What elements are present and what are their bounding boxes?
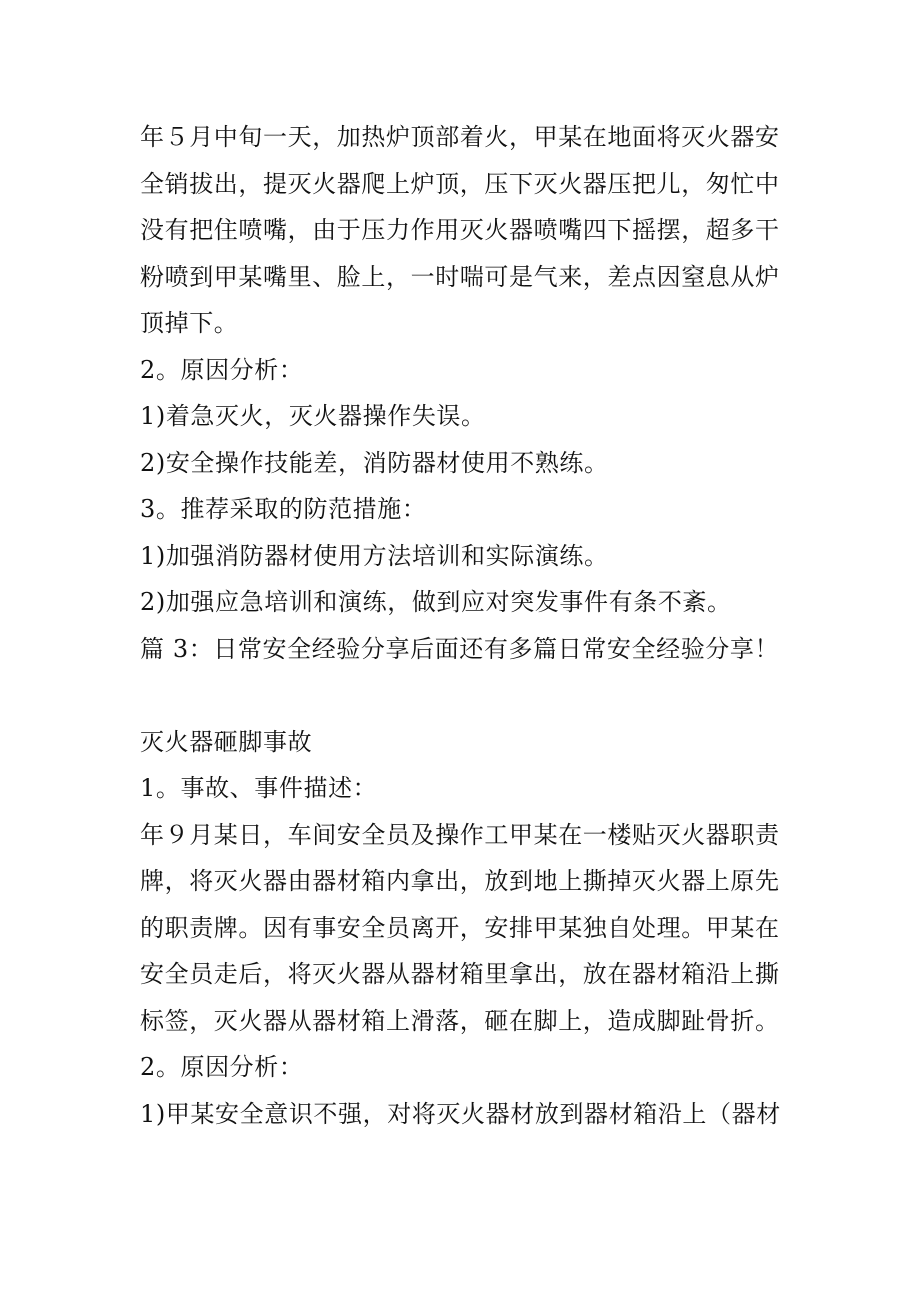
paragraph-line: 安全员走后，将灭火器从器材箱里拿出，放在器材箱沿上撕 (140, 960, 780, 988)
paragraph-line: 年５月中旬一天，加热炉顶部着火，甲某在地面将灭火器安 (140, 123, 780, 151)
article-divider-text: 篇 3：日常安全经验分享后面还有多篇日常安全经验分享！ (140, 634, 780, 663)
paragraph-line: 顶掉下。 (140, 309, 239, 337)
list-item: 1)着急灭火，灭火器操作失误。 (140, 402, 486, 430)
section-heading: 2。原因分析： (140, 1053, 304, 1081)
paragraph-line: 年９月某日，车间安全员及操作工甲某在一楼贴灭火器职责 (140, 820, 780, 849)
paragraph-line: 标签，灭火器从器材箱上滑落，砸在脚上，造成脚趾骨折。 (140, 1006, 780, 1035)
list-item: 1)加强消防器材使用方法培训和实际演练。 (140, 541, 609, 570)
list-item: 2)安全操作技能差，消防器材使用不熟练。 (140, 448, 609, 477)
document-body (140, 114, 805, 1137)
paragraph-line: 粉喷到甲某嘴里、脸上，一时喘可是气来，差点因窒息从炉 (140, 262, 780, 291)
paragraph-line: 的职责牌。因有事安全员离开，安排甲某独自处理。甲某在 (140, 913, 780, 942)
section-heading: 3。推荐采取的防范措施： (140, 495, 427, 523)
list-item: 1)甲某安全意识不强，对将灭火器材放到器材箱沿上（器材 (140, 1099, 781, 1128)
paragraph-line: 全销拔出，提灭火器爬上炉顶，压下灭火器压把儿，匆忙中 (140, 169, 780, 198)
blank-line (140, 672, 805, 719)
list-item: 2)加强应急培训和演练，做到应对突发事件有条不紊。 (140, 588, 732, 616)
section-heading: 1。事故、事件描述： (140, 774, 378, 802)
paragraph-line: 牌，将灭火器由器材箱内拿出，放到地上撕掉灭火器上原先 (140, 867, 780, 895)
article-title: 灭火器砸脚事故 (140, 727, 313, 756)
section-heading: 2。原因分析： (140, 355, 304, 384)
paragraph-line: 没有把住喷嘴，由于压力作用灭火器喷嘴四下摇摆，超多干 (140, 216, 780, 244)
